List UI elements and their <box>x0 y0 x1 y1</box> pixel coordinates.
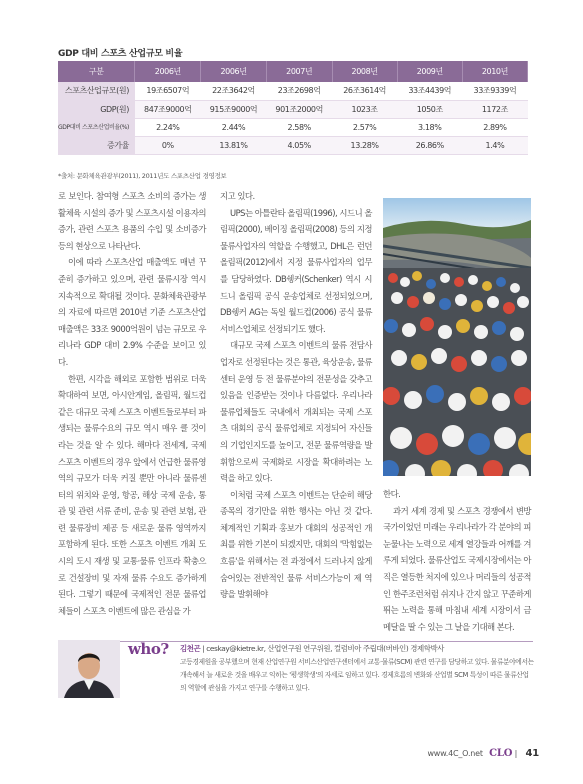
table-cell: 2.44% <box>201 118 267 136</box>
table-title: GDP 대비 스포츠 산업규모 비율 <box>58 49 183 59</box>
row-label: GDP(원) <box>58 100 135 118</box>
paragraph: 로 보인다. 참여형 스포츠 소비의 증가는 생활체육 시설의 증가 및 스포츠시설 이용자의 증가, 관련 스포츠 용품의 수입 및 소비증가 등의 현상으로 나타난다. <box>58 191 206 251</box>
table-cell: 33조9339억 <box>462 82 527 100</box>
paragraph: UPS는 아틀란타 올림픽(1996), 시드니 올림픽(2000), 베이징 올림픽(2008) 등의 지정 물류사업자의 역할을 수행했고, DHL은 런던 올림픽(2012)에서 지정 물류사업자의 업무를 담당하였다. DB쉥커(Schenker) 역시 시드니 올림픽 공식 운송업체로 선정되었으며, DB쉥커 AG는 독일 월드컵(2006) 공식 물류서비스업체로 선정되기도 했다. <box>220 207 372 334</box>
author-separator: | <box>202 644 205 653</box>
table-cell: 13.81% <box>201 136 267 154</box>
paragraph: 과거 세계 경제 및 스포츠 경쟁에서 변방국가이었던 미래는 우리나라가 각 분야의 피눈물나는 노력으로 세계 열강들과 어깨를 겨루게 되었다. 물류산업도 국제시장에서는 아직은 열등한 처지에 있으나 머리들의 성공적인 한주조런처럼 쉬지나 간지 않고 꾸준하게 뛰는 노력을 통해 마침내 세계 시장이서 금메달을 딸 수 있는 그 날을 기대해 본다. <box>383 505 531 632</box>
footer-brand: CLO <box>489 748 513 759</box>
table-cell: 2.24% <box>135 118 201 136</box>
author-avatar <box>58 640 120 698</box>
row-label: 스포츠산업규모(원) <box>58 82 135 100</box>
table-cell: 1.4% <box>462 136 527 154</box>
table-cell: 26조3614억 <box>332 82 397 100</box>
gdp-sports-table <box>58 61 528 155</box>
header-cell: 2006년 <box>135 61 201 82</box>
table-cell: 901조2000억 <box>266 100 332 118</box>
author-name: 김천곤 <box>180 644 201 653</box>
table-cell: 4.05% <box>266 136 332 154</box>
page-number: 41 <box>525 748 539 759</box>
table-cell: 3.18% <box>397 118 462 136</box>
paragraph: 지고 있다. <box>220 191 255 201</box>
table-cell: 22조3642억 <box>201 82 267 100</box>
author-line <box>180 643 444 654</box>
table-cell: 23조2698억 <box>266 82 332 100</box>
table-cell: 26.86% <box>397 136 462 154</box>
article-column-3 <box>383 486 531 635</box>
paragraph: 이처럼 국제 스포츠 이벤트는 단순히 해당 종목의 경기만을 위한 행사는 아닌 것 같다. 체계적인 기획과 홍보가 대회의 성공적인 개최를 위한 기본이 되겠지만, 대회의 '막힘없는 흐름'을 위해서는 전 과정에서 드러나지 않게 숨어있는 전반적인 물류 서비스가능이 제 역량을 발휘해야 <box>220 489 372 600</box>
header-cell: 2008년 <box>332 61 397 82</box>
table-row <box>58 100 528 118</box>
table-cell: 2.57% <box>332 118 397 136</box>
page-footer <box>427 748 539 759</box>
header-cell: 2010년 <box>462 61 527 82</box>
table-cell: 19조6507억 <box>135 82 201 100</box>
table-row <box>58 118 528 136</box>
table-cell: 847조9000억 <box>135 100 201 118</box>
paragraph: 이에 따라 스포츠산업 매출액도 매년 꾸준히 증가하고 있으며, 관련 물류시장 역시 지속적으로 확대될 것이다. 문화체육관광부의 자료에 따르면 2010년 기준 스포츠산업 매출액은 33조 9000억원이 넘는 규모로 우리나라 GDP 대비 2.9% 수준을 보이고 있다. <box>58 257 206 367</box>
article-column-2 <box>220 188 372 603</box>
table-cell: 1023조 <box>332 100 397 118</box>
who-label: who? <box>128 640 169 658</box>
paragraph: 한다. <box>383 489 401 499</box>
table-cell: 2.89% <box>462 118 527 136</box>
table-source-note: *출처: 문화체육관광부(2011), 2011년도 스포츠산업 경영정보 <box>58 172 227 180</box>
footer-url: www.4C_O.net <box>427 749 483 758</box>
table-cell: 33조4439억 <box>397 82 462 100</box>
header-cell: 2009년 <box>397 61 462 82</box>
row-label: 증가율 <box>58 136 135 154</box>
paragraph: 한편, 시각을 해외로 포함한 범위로 더욱 확대하여 보면, 아시안게임, 올림픽, 월드컵 같은 대규모 국제 스포츠 이벤트들로부터 파생되는 물류수요의 규모 역시 매우 클 것이라는 것을 알 수 있다. 해마다 전세계, 국제 스포츠 이벤트의 경우 앞에서 언급한 물류영역의 규모가 더욱 커질 뿐만 아니라 물류센터의 위치와 운영, 항공, 해상 국제 운송, 통관 및 관련 서류 준비, 운송 및 관련 보험, 관련 물류장비 제공 등 새로운 물류 영역까지 포함하게 된다. 또한 스포츠 이벤트 개최 도시의 도시 재생 및 교통·물류 인프라 확충으로 건설장비 및 자재 물류 수요도 증가하게 된다. 그렇기 때문에 국제적인 전문 물류업체들이 스포츠 이벤트에 많은 관심을 가 <box>58 373 206 616</box>
paragraph: 대규모 국제 스포츠 이벤트의 물류 전담사업자로 선정된다는 것은 통관, 육상운송, 물류센터 운영 등 전 물류분야의 전문성을 갖추고 있음을 인증받는 것이나 다름없다. 우리나라 물류업체들도 국내에서 개최되는 국제 스포츠 대회의 공식 물류업체로 지정되어 자신들의 기업인지도를 높이고, 전문 물류역량을 발휘함으로써 국제화로 시장을 확대하려는 노력을 하고 있다. <box>220 340 372 484</box>
table-row <box>58 136 528 154</box>
table-cell: 1172조 <box>462 100 527 118</box>
table-cell: 0% <box>135 136 201 154</box>
table-cell: 2.58% <box>266 118 332 136</box>
table-header-row <box>58 61 528 82</box>
row-label: GDP대비 스포츠산업비율(%) <box>58 118 135 136</box>
table-cell: 915조9000억 <box>201 100 267 118</box>
author-bio: 고등경제원을 공부했으며 현재 산업연구원 서비스산업연구센터에서 교통·물류(SCM) 관련 연구를 담당하고 있다. 물류분야에서는 개속해서 늘 새로운 것을 배우고 익히는 '평생학생'의 자세로 임하고 있다. 경제흐름의 변화와 산업별 SCM 특성이 따른 물류산업의 역할에 관심을 가지고 연구를 수행하고 있다. <box>180 658 534 692</box>
table-row <box>58 82 528 100</box>
header-cell: 구분 <box>58 61 135 82</box>
table-cell: 1050조 <box>397 100 462 118</box>
table-cell: 13.28% <box>332 136 397 154</box>
article-column-1 <box>58 188 206 619</box>
header-cell: 2006년 <box>201 61 267 82</box>
footer-separator: | <box>514 749 518 758</box>
marathon-photo <box>383 198 531 476</box>
header-cell: 2007년 <box>266 61 332 82</box>
author-detail: ceskay@kietre.kr, 산업연구원 연구위원, 컬럼비아 주립대(버바인) 경제학박사 <box>206 644 444 653</box>
